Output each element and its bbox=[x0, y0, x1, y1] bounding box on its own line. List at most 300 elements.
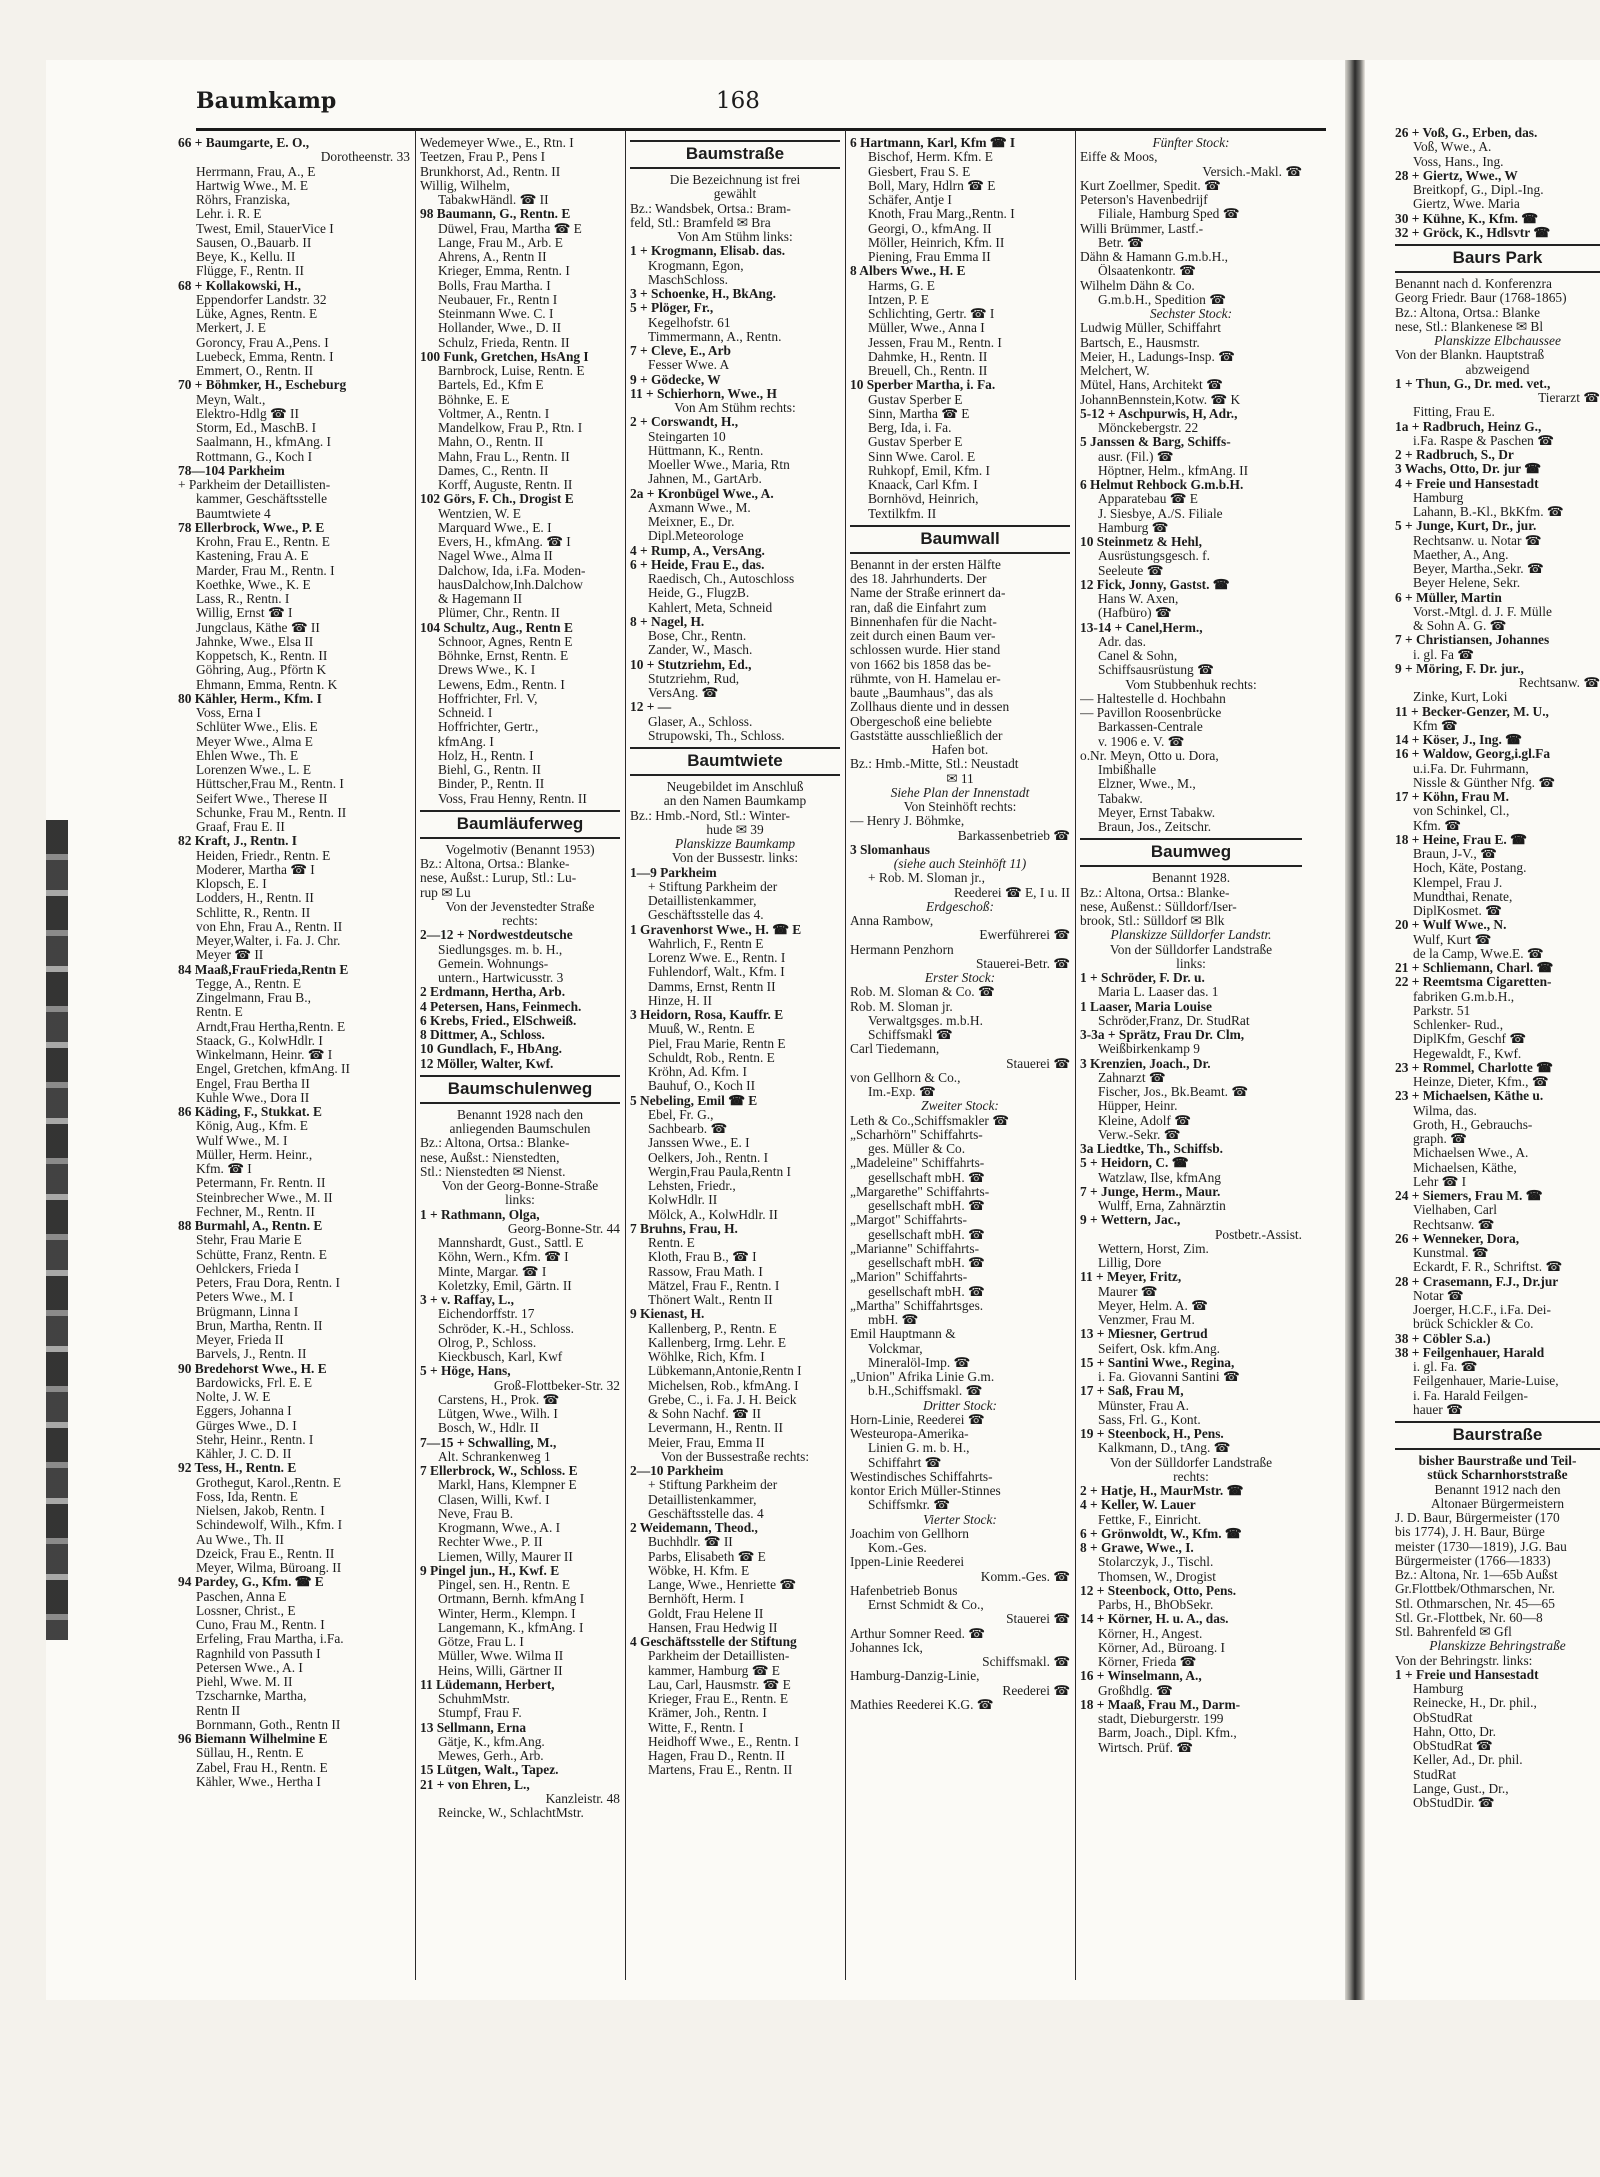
directory-entry: Piehl, Wwe. M. II bbox=[196, 1675, 293, 1689]
directory-column-4 bbox=[850, 136, 1070, 1976]
directory-entry: König, Aug., Kfm. E bbox=[196, 1119, 308, 1134]
directory-entry: Dritter Stock: bbox=[922, 1398, 997, 1413]
directory-entry: Vielhaben, Carl bbox=[1413, 1203, 1497, 1218]
directory-entry: Schindewolf, Wilh., Kfm. I bbox=[196, 1518, 343, 1533]
house-number-entry: 2 Weidemann, Theod., bbox=[630, 1521, 758, 1535]
directory-entry: ObStudRat ☎ bbox=[1413, 1739, 1493, 1753]
directory-entry: Groth, H., Gebrauchs- bbox=[1413, 1117, 1533, 1132]
directory-entry: ObStudDir. ☎ bbox=[1413, 1796, 1495, 1810]
directory-entry: Bz.: Hmb.-Mitte, Stl.: Neustadt bbox=[850, 757, 1019, 772]
directory-entry: Tabakw. bbox=[1098, 791, 1143, 806]
directory-entry: mbH. ☎ bbox=[868, 1313, 919, 1327]
directory-entry: „Scharhörn" Schiffahrts- bbox=[850, 1127, 983, 1142]
directory-entry: Komm.-Ges. ☎ bbox=[980, 1569, 1070, 1584]
street-heading: Baumläuferweg bbox=[420, 810, 620, 839]
directory-entry: Barvels, J., Rentn. II bbox=[196, 1347, 307, 1362]
directory-entry: Benannt 1928 nach den bbox=[456, 1107, 584, 1122]
directory-entry: Körner, Frieda ☎ bbox=[1098, 1655, 1197, 1669]
directory-entry: Ausrüstungsgesch. f. bbox=[1098, 549, 1210, 564]
directory-entry: Bardowicks, Frl. E. E bbox=[196, 1375, 313, 1390]
house-number-entry: 1—9 Parkheim bbox=[630, 865, 717, 880]
directory-entry: Schiffsmkr. ☎ bbox=[868, 1498, 950, 1513]
house-number-entry: 8 Albers Wwe., H. E bbox=[850, 264, 966, 279]
house-number-entry: 28 + Giertz, Wwe., W bbox=[1395, 168, 1518, 183]
house-number-entry: 7 + Junge, Herm., Maur. bbox=[1080, 1184, 1221, 1199]
directory-entry: Wöbke, H. Kfm. E bbox=[648, 1563, 750, 1578]
directory-entry: Levermann, H., Rentn. II bbox=[648, 1421, 783, 1436]
directory-entry: Meyer ☎ II bbox=[196, 948, 264, 963]
house-number-entry: 12 + Steenbock, Otto, Pens. bbox=[1080, 1583, 1237, 1598]
directory-entry: Carstens, H., Prok. ☎ bbox=[438, 1392, 560, 1407]
column-rule bbox=[1075, 130, 1076, 1980]
directory-entry: Rechtsanw. u. Notar ☎ bbox=[1413, 533, 1542, 548]
directory-entry: Hamburg bbox=[1413, 490, 1464, 505]
directory-entry: Zander, W., Masch. bbox=[648, 643, 753, 658]
directory-entry: Zabel, Frau H., Rentn. E bbox=[196, 1760, 328, 1775]
directory-column-5 bbox=[1080, 136, 1302, 1976]
directory-entry: Thönert Walt., Rentn II bbox=[648, 1293, 773, 1307]
directory-entry: Watzlaw, Ilse, kfmAng bbox=[1098, 1170, 1221, 1185]
directory-entry: ✉ 11 bbox=[946, 771, 974, 786]
directory-entry: Olrog, P., Schloss. bbox=[438, 1335, 537, 1350]
directory-entry: Emil Hauptmann & bbox=[850, 1327, 956, 1342]
directory-entry: Stauerei ☎ bbox=[1006, 1056, 1070, 1071]
directory-entry: Fuhlendorf, Walt., Kfm. I bbox=[648, 965, 785, 980]
directory-entry: Lau, Carl, Hausmstr. ☎ E bbox=[648, 1677, 791, 1692]
directory-entry: Schröder,Franz, Dr. StudRat bbox=[1098, 1013, 1250, 1028]
directory-entry: Ehmann, Emma, Rentn. K bbox=[196, 677, 338, 692]
directory-entry: Beyer Helene, Sekr. bbox=[1413, 576, 1521, 591]
house-number-entry: 13 + Miesner, Gertrud bbox=[1080, 1327, 1208, 1342]
directory-entry: Lass, R., Rentn. I bbox=[196, 592, 290, 606]
directory-entry: Seifert, Osk. kfm.Ang. bbox=[1098, 1341, 1220, 1356]
directory-entry: Braun, Jos., Zeitschr. bbox=[1098, 820, 1212, 834]
directory-entry: Dipl.Meteorologe bbox=[648, 529, 744, 544]
directory-entry: Maurer ☎ bbox=[1098, 1284, 1158, 1299]
directory-entry: i.Fa. Raspe & Paschen ☎ bbox=[1413, 433, 1554, 448]
directory-entry: Pingel, sen. H., Rentn. E bbox=[438, 1578, 571, 1592]
directory-entry: Stutzriehm, Rud, bbox=[648, 671, 740, 686]
directory-entry: Volckmar, bbox=[868, 1341, 923, 1356]
directory-entry: hauer ☎ bbox=[1413, 1402, 1463, 1417]
street-heading: Baumweg bbox=[1080, 838, 1302, 867]
directory-entry: Korff, Auguste, Rentn. II bbox=[438, 478, 573, 492]
directory-entry: Hans W. Axen, bbox=[1098, 592, 1179, 606]
directory-entry: Tierarzt ☎ bbox=[1538, 391, 1600, 405]
page-header bbox=[196, 88, 1326, 131]
directory-entry: Rentn II bbox=[196, 1703, 241, 1718]
directory-entry: fabriken G.m.b.H., bbox=[1413, 989, 1515, 1004]
directory-entry: Bauhuf, O., Koch II bbox=[648, 1079, 756, 1094]
directory-entry: G.m.b.H., Spedition ☎ bbox=[1098, 292, 1226, 307]
directory-entry: Koletzky, Emil, Gärtn. II bbox=[438, 1278, 572, 1293]
directory-entry: Beye, K., Kellu. II bbox=[196, 250, 296, 264]
directory-entry: Meyn, Walt., bbox=[196, 392, 266, 407]
directory-entry: Ehlen Wwe., Th. E bbox=[196, 748, 299, 763]
directory-entry: Böhnke, Ernst, Rentn. E bbox=[438, 649, 569, 663]
directory-entry: Rob. M. Sloman jr. bbox=[850, 999, 953, 1014]
directory-entry: b.H.,Schiffsmakl. ☎ bbox=[868, 1384, 983, 1399]
directory-entry: Meyer, Frieda II bbox=[196, 1333, 284, 1347]
directory-entry: Langemann, K., kfmAng. I bbox=[438, 1620, 584, 1635]
directory-entry: Süllau, H., Rentn. E bbox=[196, 1746, 304, 1761]
directory-entry: + Parkheim der Detaillisten- bbox=[178, 478, 331, 492]
directory-entry: Lewens, Edm., Rentn. I bbox=[438, 677, 565, 692]
directory-entry: Stumpf, Frau F. bbox=[438, 1706, 522, 1721]
directory-entry: Keller, Ad., Dr. phil. bbox=[1413, 1753, 1523, 1768]
directory-entry: Planskizze Behringstraße bbox=[1429, 1639, 1566, 1654]
directory-entry: Mahn, O., Rentn. II bbox=[438, 435, 544, 450]
directory-entry: Vom Stubbenhuk rechts: bbox=[1125, 677, 1257, 692]
directory-entry: Michaelsen Wwe., A. bbox=[1413, 1146, 1529, 1161]
directory-entry: u.i.Fa. Dr. Fuhrmann, bbox=[1413, 761, 1529, 776]
directory-entry: Götze, Frau L. I bbox=[438, 1635, 524, 1649]
directory-entry: Reederei ☎ E, I u. II bbox=[954, 885, 1070, 900]
directory-entry: Schlüter Wwe., Elis. E bbox=[196, 720, 318, 735]
directory-entry: Gustav Sperber E bbox=[868, 392, 963, 407]
directory-entry: Hamburg-Danzig-Linie, bbox=[850, 1669, 980, 1684]
directory-entry: Betr. ☎ bbox=[1098, 235, 1144, 250]
directory-entry: DiplKosmet. ☎ bbox=[1413, 904, 1502, 918]
directory-entry: Binder, P., Rentn. II bbox=[438, 777, 545, 792]
directory-entry: Groß-Flottbeker-Str. 32 bbox=[493, 1378, 620, 1393]
directory-entry: Georg-Bonne-Str. 44 bbox=[507, 1221, 620, 1236]
street-heading: Baumschulenweg bbox=[420, 1075, 620, 1104]
house-number-entry: 3 + Schoenke, H., BkAng. bbox=[630, 287, 777, 301]
house-number-entry: 14 + Körner, H. u. A., das. bbox=[1080, 1612, 1229, 1627]
directory-entry: Röhrs, Franziska, bbox=[196, 193, 291, 207]
house-number-entry: 3 Heidorn, Rosa, Kauffr. E bbox=[630, 1008, 784, 1022]
directory-entry: an den Namen Baumkamp bbox=[663, 794, 807, 809]
directory-entry: Bornmann, Goth., Rentn II bbox=[196, 1717, 341, 1732]
directory-entry: Neve, Frau B. bbox=[438, 1506, 514, 1521]
directory-entry: Reederei ☎ bbox=[1002, 1683, 1070, 1698]
directory-entry: Name der Straße erinnert da- bbox=[850, 586, 1006, 601]
directory-entry: nese, Außenst.: Sülldorf/Iser- bbox=[1080, 899, 1237, 914]
directory-column-2 bbox=[420, 136, 620, 1976]
directory-entry: Hansen, Frau Hedwig II bbox=[648, 1620, 778, 1635]
directory-entry: Schiffsausrüstung ☎ bbox=[1098, 663, 1214, 678]
directory-entry: Fechner, M., Rentn. II bbox=[196, 1204, 315, 1219]
directory-entry: baute „Baumhaus", das als bbox=[850, 686, 994, 700]
directory-entry: Mölck, A., KolwHdlr. II bbox=[648, 1207, 778, 1222]
house-number-entry: 10 Sperber Martha, i. Fa. bbox=[850, 378, 996, 393]
directory-entry: Barkassenbetrieb ☎ bbox=[957, 828, 1070, 843]
house-number-entry: 5 Nebeling, Emil ☎ E bbox=[630, 1093, 758, 1108]
directory-entry: Kfm ☎ bbox=[1413, 718, 1458, 733]
directory-entry: Nagel Wwe., Alma II bbox=[438, 549, 553, 564]
directory-entry: Schlenker- Rud., bbox=[1413, 1018, 1504, 1032]
directory-entry: Lorenz Wwe. E., Rentn. I bbox=[648, 951, 786, 965]
directory-entry: Feilgenhauer, Marie-Luise, bbox=[1413, 1374, 1559, 1389]
directory-entry: Bartsch, E., Hausmstr. bbox=[1080, 335, 1200, 350]
directory-entry: & Hagemann II bbox=[438, 592, 523, 606]
house-number-entry: 4 Petersen, Hans, Feinmech. bbox=[420, 999, 582, 1014]
directory-entry: Kfm. ☎ I bbox=[196, 1162, 252, 1176]
directory-entry: Mütel, Hans, Architekt ☎ bbox=[1080, 378, 1223, 393]
directory-entry: Bose, Chr., Rentn. bbox=[648, 629, 747, 643]
directory-entry: Anna Rambow, bbox=[850, 914, 934, 928]
directory-entry: zeit durch einen Baum ver- bbox=[850, 629, 996, 643]
directory-entry: Alt. Schrankenweg 1 bbox=[438, 1449, 551, 1464]
directory-column-1 bbox=[178, 136, 410, 1976]
directory-entry: Hoch, Käte, Postang. bbox=[1413, 861, 1527, 876]
directory-entry: von Ehn, Frau A., Rentn. II bbox=[196, 919, 343, 934]
directory-entry: rechts: bbox=[1173, 1469, 1209, 1484]
house-number-entry: 5 + Junge, Kurt, Dr., jur. bbox=[1395, 519, 1537, 534]
directory-entry: Bz.: Altona, Ortsa.: Blanke- bbox=[420, 1136, 570, 1151]
directory-entry: Erfeling, Frau Martha, i.Fa. bbox=[196, 1632, 344, 1647]
directory-entry: Sass, Frl. G., Kont. bbox=[1098, 1412, 1201, 1427]
directory-entry: Planskizze Elbchaussee bbox=[1434, 334, 1561, 348]
directory-entry: Steingarten 10 bbox=[648, 429, 726, 444]
house-number-entry: 8 Dittmer, A., Schloss. bbox=[420, 1028, 545, 1042]
directory-entry: Lorenzen Wwe., L. E bbox=[196, 763, 312, 777]
directory-entry: Von der Blankn. Hauptstraß bbox=[1395, 348, 1545, 363]
house-number-entry: 8 + Grawe, Wwe., I. bbox=[1080, 1541, 1194, 1555]
house-number-entry: 82 Kraft, J., Rentn. I bbox=[178, 834, 298, 849]
house-number-entry: 1 + Thun, G., Dr. med. vet., bbox=[1395, 376, 1551, 391]
house-number-entry: 16 + Winselmann, A., bbox=[1080, 1669, 1202, 1684]
directory-entry: Ölsaatenkontr. ☎ bbox=[1098, 264, 1196, 279]
directory-entry: ObStudRat bbox=[1413, 1710, 1473, 1725]
directory-entry: Kahlert, Meta, Schneid bbox=[648, 600, 773, 615]
directory-entry: Siehe Plan der Innenstadt bbox=[890, 785, 1030, 800]
directory-entry: Notar ☎ bbox=[1413, 1288, 1464, 1303]
directory-entry: Lübkemann,Antonie,Rentn I bbox=[648, 1364, 802, 1379]
directory-entry: Planskizze Sülldorfer Landstr. bbox=[1110, 928, 1272, 943]
directory-entry: Georg Friedr. Baur (1768-1865) bbox=[1395, 291, 1567, 306]
directory-entry: Schiffsmakl ☎ bbox=[868, 1028, 953, 1042]
directory-entry: Zollhaus diente und in dessen bbox=[850, 700, 1010, 715]
directory-column-3 bbox=[630, 136, 840, 1976]
directory-entry: v. 1906 e. V. ☎ bbox=[1098, 734, 1185, 749]
directory-entry: Bz.: Altona, Ortsa.: Blanke bbox=[1395, 305, 1541, 320]
house-number-entry: 11 + Schierhorn, Wwe., H bbox=[630, 386, 777, 401]
directory-entry: Nissle & Günther Nfg. ☎ bbox=[1413, 775, 1556, 790]
house-number-entry: 4 + Keller, W. Lauer bbox=[1080, 1498, 1196, 1513]
directory-entry: Heiden, Friedr., Rentn. E bbox=[196, 848, 331, 863]
directory-entry: Von Am Stühm rechts: bbox=[674, 401, 796, 415]
directory-entry: Großhdlg. ☎ bbox=[1098, 1683, 1173, 1698]
directory-entry: Binnenhafen für die Nacht- bbox=[850, 614, 997, 629]
directory-entry: Staack, G., KolwHdlr. I bbox=[196, 1033, 323, 1048]
directory-entry: Janssen Wwe., E. I bbox=[648, 1136, 750, 1151]
directory-entry: kammer, Geschäftsstelle bbox=[196, 492, 328, 507]
directory-entry: Koppetsch, K., Rentn. II bbox=[196, 649, 328, 663]
house-number-entry: 32 + Gröck, K., Hdlsvtr ☎ bbox=[1395, 225, 1550, 240]
house-number-entry: 92 Tess, H., Rentn. E bbox=[178, 1461, 297, 1476]
directory-entry: Adr. das. bbox=[1098, 634, 1146, 649]
directory-entry: gesellschaft mbH. ☎ bbox=[868, 1284, 985, 1299]
directory-entry: o.Nr. Meyn, Otto u. Dora, bbox=[1080, 748, 1219, 763]
directory-entry: Schulz, Frieda, Rentn. II bbox=[438, 335, 570, 350]
directory-entry: Bornhövd, Heinrich, bbox=[868, 492, 979, 507]
house-number-entry: 9 Kienast, H. bbox=[630, 1307, 705, 1322]
directory-entry: Teetzen, Frau P., Pens I bbox=[420, 150, 546, 165]
directory-entry: Parkstr. 51 bbox=[1413, 1003, 1471, 1018]
directory-entry: Linien G. m. b. H., bbox=[868, 1441, 970, 1456]
directory-entry: Barnbrock, Luise, Rentn. E bbox=[438, 364, 585, 378]
directory-entry: Tzscharnke, Martha, bbox=[196, 1689, 307, 1704]
directory-entry: Meyer, Ernst Tabakw. bbox=[1098, 805, 1216, 820]
directory-entry: Dorotheenstr. 33 bbox=[320, 150, 410, 165]
directory-entry: Nolte, J. W. E bbox=[196, 1390, 271, 1404]
directory-entry: Sinn, Martha ☎ E bbox=[868, 406, 970, 421]
house-number-entry: 11 + Meyer, Fritz, bbox=[1080, 1270, 1182, 1285]
directory-entry: TabakwHändl. ☎ II bbox=[438, 193, 549, 207]
directory-entry: Meier, H., Ladungs-Insp. ☎ bbox=[1080, 349, 1235, 364]
directory-entry: Benannt 1912 nach den bbox=[1434, 1482, 1561, 1497]
directory-entry: Luebeck, Emma, Rentn. I bbox=[196, 349, 334, 364]
house-number-entry: 15 Lütgen, Walt., Tapez. bbox=[420, 1763, 559, 1778]
directory-entry: SchuhmMstr. bbox=[438, 1692, 510, 1706]
directory-entry: + Stiftung Parkheim der bbox=[648, 879, 778, 894]
directory-entry: Neugebildet im Anschluß bbox=[666, 780, 804, 794]
house-number-entry: 11 Lüdemann, Herbert, bbox=[420, 1677, 555, 1692]
directory-entry: Schäfer, Antje I bbox=[868, 193, 952, 207]
directory-entry: Westindisches Schiffahrts- bbox=[850, 1469, 993, 1484]
directory-entry: Wedemeyer Wwe., E., Rtn. I bbox=[420, 136, 574, 150]
house-number-entry: 12 Fick, Jonny, Gastst. ☎ bbox=[1080, 577, 1230, 592]
directory-entry: Canel & Sohn, bbox=[1098, 649, 1178, 663]
directory-entry: Hoffrichter, Gertr., bbox=[438, 720, 539, 735]
directory-entry: kfmAng. I bbox=[438, 734, 494, 749]
directory-entry: Kloth, Frau B., ☎ I bbox=[648, 1250, 757, 1265]
directory-entry: Krohn, Frau E., Rentn. E bbox=[196, 535, 330, 549]
directory-entry: Bz.: Hmb.-Nord, Stl.: Winter- bbox=[630, 808, 790, 823]
directory-entry: Jahnen, M., GartArb. bbox=[648, 472, 762, 487]
directory-entry: (Hafbüro) ☎ bbox=[1098, 606, 1172, 621]
directory-entry: nese, Außst.: Lurup, Stl.: Lu- bbox=[420, 871, 577, 886]
directory-entry: Brügmann, Linna I bbox=[196, 1304, 299, 1319]
column-rule bbox=[845, 130, 846, 1980]
directory-entry: links: bbox=[1176, 956, 1206, 971]
directory-entry: Buchhdlr. ☎ II bbox=[648, 1535, 733, 1550]
directory-entry: Knoth, Frau Marg.,Rentn. I bbox=[868, 207, 1015, 222]
directory-entry: Vogelmotiv (Benannt 1953) bbox=[445, 842, 595, 857]
directory-entry: Mahn, Frau L., Rentn. II bbox=[438, 449, 570, 464]
directory-entry: Hahn, Otto, Dr. bbox=[1413, 1724, 1496, 1739]
house-number-entry: 3-3a + Sprätz, Frau Dr. Clm, bbox=[1080, 1028, 1245, 1042]
directory-entry: Wirtsch. Prüf. ☎ bbox=[1098, 1740, 1193, 1755]
directory-entry: Stauerei-Betr. ☎ bbox=[975, 956, 1070, 971]
directory-entry: Rob. M. Sloman & Co. ☎ bbox=[850, 985, 995, 1000]
directory-entry: Strupowski, Th., Schloss. bbox=[648, 728, 785, 743]
directory-entry: Gustav Sperber E bbox=[868, 435, 963, 450]
directory-entry: Bz.: Altona, Ortsa.: Blanke- bbox=[420, 857, 570, 871]
page-edge-tabs bbox=[46, 820, 68, 1640]
directory-entry: Lütgen, Wwe., Wilh. I bbox=[438, 1407, 558, 1421]
directory-entry: Wöhlke, Rich, Kfm. I bbox=[648, 1350, 765, 1364]
directory-entry: Berg, Ida, i. Fa. bbox=[868, 421, 952, 435]
directory-entry: Kegelhofstr. 61 bbox=[648, 315, 731, 330]
directory-entry: gesellschaft mbH. ☎ bbox=[868, 1199, 985, 1213]
directory-entry: Stauerei ☎ bbox=[1006, 1612, 1070, 1627]
directory-entry: Evers, H., kfmAng. ☎ I bbox=[438, 535, 571, 549]
house-number-entry: 9 + Gödecke, W bbox=[630, 372, 721, 387]
directory-entry: Kfm. ☎ bbox=[1413, 818, 1461, 833]
directory-entry: Heide, G., FlugzB. bbox=[648, 586, 750, 601]
directory-entry: kammer, Hamburg ☎ E bbox=[648, 1663, 780, 1678]
house-number-entry: 2—10 Parkheim bbox=[630, 1464, 724, 1478]
directory-entry: i. Fa. Harald Feilgen- bbox=[1413, 1388, 1528, 1403]
directory-entry: & Sohn Nachf. ☎ II bbox=[648, 1407, 761, 1421]
directory-entry: Seifert Wwe., Therese II bbox=[196, 791, 328, 806]
directory-entry: Detaillistenkammer, bbox=[648, 1492, 757, 1507]
directory-entry: Eggers, Johanna I bbox=[196, 1404, 292, 1419]
directory-entry: „Margarethe" Schiffahrts- bbox=[850, 1184, 990, 1199]
directory-entry: DiplKfm, Geschf ☎ bbox=[1413, 1032, 1526, 1047]
directory-entry: Rentn. E bbox=[648, 1236, 695, 1250]
directory-entry: Versich.-Makl. ☎ bbox=[1202, 164, 1302, 179]
directory-entry: Göhring, Aug., Pförtn K bbox=[196, 663, 327, 678]
directory-entry: Möller, Heinrich, Kfm. II bbox=[868, 235, 1005, 250]
directory-entry: Sinn Wwe. Carol. E bbox=[868, 449, 976, 464]
directory-entry: Lehr ☎ I bbox=[1413, 1174, 1467, 1189]
house-number-entry: 6 + Grönwoldt, W., Kfm. ☎ bbox=[1080, 1526, 1242, 1541]
directory-entry: Melchert, W. bbox=[1080, 364, 1150, 378]
directory-entry: Thomsen, W., Drogist bbox=[1098, 1569, 1216, 1584]
directory-entry: Kanzleistr. 48 bbox=[545, 1791, 620, 1806]
directory-entry: Ippen-Linie Reederei bbox=[850, 1555, 965, 1570]
directory-entry: Winkelmann, Heinr. ☎ I bbox=[196, 1048, 333, 1062]
directory-entry: Georgi, O., kfmAng. II bbox=[868, 221, 992, 236]
house-number-entry: 80 Kähler, Herm., Kfm. I bbox=[178, 691, 322, 706]
house-number-entry: 1 + Freie und Hansestadt bbox=[1395, 1667, 1539, 1682]
directory-entry: Fitting, Frau E. bbox=[1413, 405, 1495, 420]
house-number-entry: 88 Burmahl, A., Rentn. E bbox=[178, 1219, 323, 1233]
house-number-entry: 7 Bruhns, Frau, H. bbox=[630, 1221, 738, 1236]
directory-entry: Willig, Ernst ☎ I bbox=[196, 606, 293, 621]
directory-entry: Müller, Wwe. Wilma II bbox=[438, 1649, 564, 1664]
directory-entry: Kleine, Adolf ☎ bbox=[1098, 1113, 1191, 1128]
house-number-entry: 9 + Möring, F. Dr. jur., bbox=[1395, 661, 1524, 676]
directory-entry: Harms, G. E bbox=[868, 278, 935, 293]
binding-gutter bbox=[1345, 60, 1365, 2000]
directory-entry: Parbs, Elisabeth ☎ E bbox=[648, 1549, 766, 1564]
house-number-entry: 38 + Cöbler S.a.) bbox=[1395, 1331, 1491, 1346]
directory-entry: Zahnarzt ☎ bbox=[1098, 1070, 1166, 1085]
directory-entry: Meixner, E., Dr. bbox=[648, 515, 735, 529]
house-number-entry: 17 + Saß, Frau M, bbox=[1080, 1384, 1184, 1399]
directory-entry: Schlitte, R., Rentn. II bbox=[196, 905, 311, 920]
directory-entry: Axmann Wwe., M. bbox=[648, 500, 751, 515]
directory-entry: Ludwig Müller, Schiffahrt bbox=[1080, 321, 1221, 336]
house-number-entry: 66 + Baumgarte, E. O., bbox=[178, 136, 310, 150]
directory-entry: Gürges Wwe., D. I bbox=[196, 1418, 297, 1433]
house-number-entry: 2 + Corswandt, H., bbox=[630, 415, 739, 430]
directory-entry: Hermann Penzhorn bbox=[850, 942, 954, 957]
directory-entry: gesellschaft mbH. ☎ bbox=[868, 1170, 985, 1185]
directory-entry: Hafenbetrieb Bonus bbox=[850, 1583, 958, 1598]
directory-entry: Lüke, Agnes, Rentn. E bbox=[196, 307, 318, 321]
directory-entry: Peterson's Havenbedrijf bbox=[1080, 193, 1208, 207]
directory-entry: ausr. (Fil.) ☎ bbox=[1098, 449, 1174, 464]
directory-entry: Hollander, Wwe., D. II bbox=[438, 321, 562, 336]
directory-entry: Düwel, Frau, Martha ☎ E bbox=[438, 221, 582, 236]
directory-entry: Michelsen, Rob., kfmAng. I bbox=[648, 1378, 799, 1393]
directory-entry: Müller, Herm. Heinr., bbox=[196, 1147, 313, 1162]
directory-entry: Kunstmal. ☎ bbox=[1413, 1246, 1489, 1260]
directory-entry: kontor Erich Müller-Stinnes bbox=[850, 1484, 1001, 1498]
directory-entry: Martens, Frau E., Rentn. II bbox=[648, 1763, 793, 1778]
directory-entry: Vierter Stock: bbox=[923, 1512, 997, 1527]
directory-entry: Klopsch, E. I bbox=[196, 877, 267, 891]
directory-entry: hude ✉ 39 bbox=[706, 822, 764, 837]
directory-entry: Beyer, Martha.,Sekr. ☎ bbox=[1413, 562, 1544, 576]
house-number-entry: 78 Ellerbrock, Wwe., P. E bbox=[178, 520, 325, 535]
